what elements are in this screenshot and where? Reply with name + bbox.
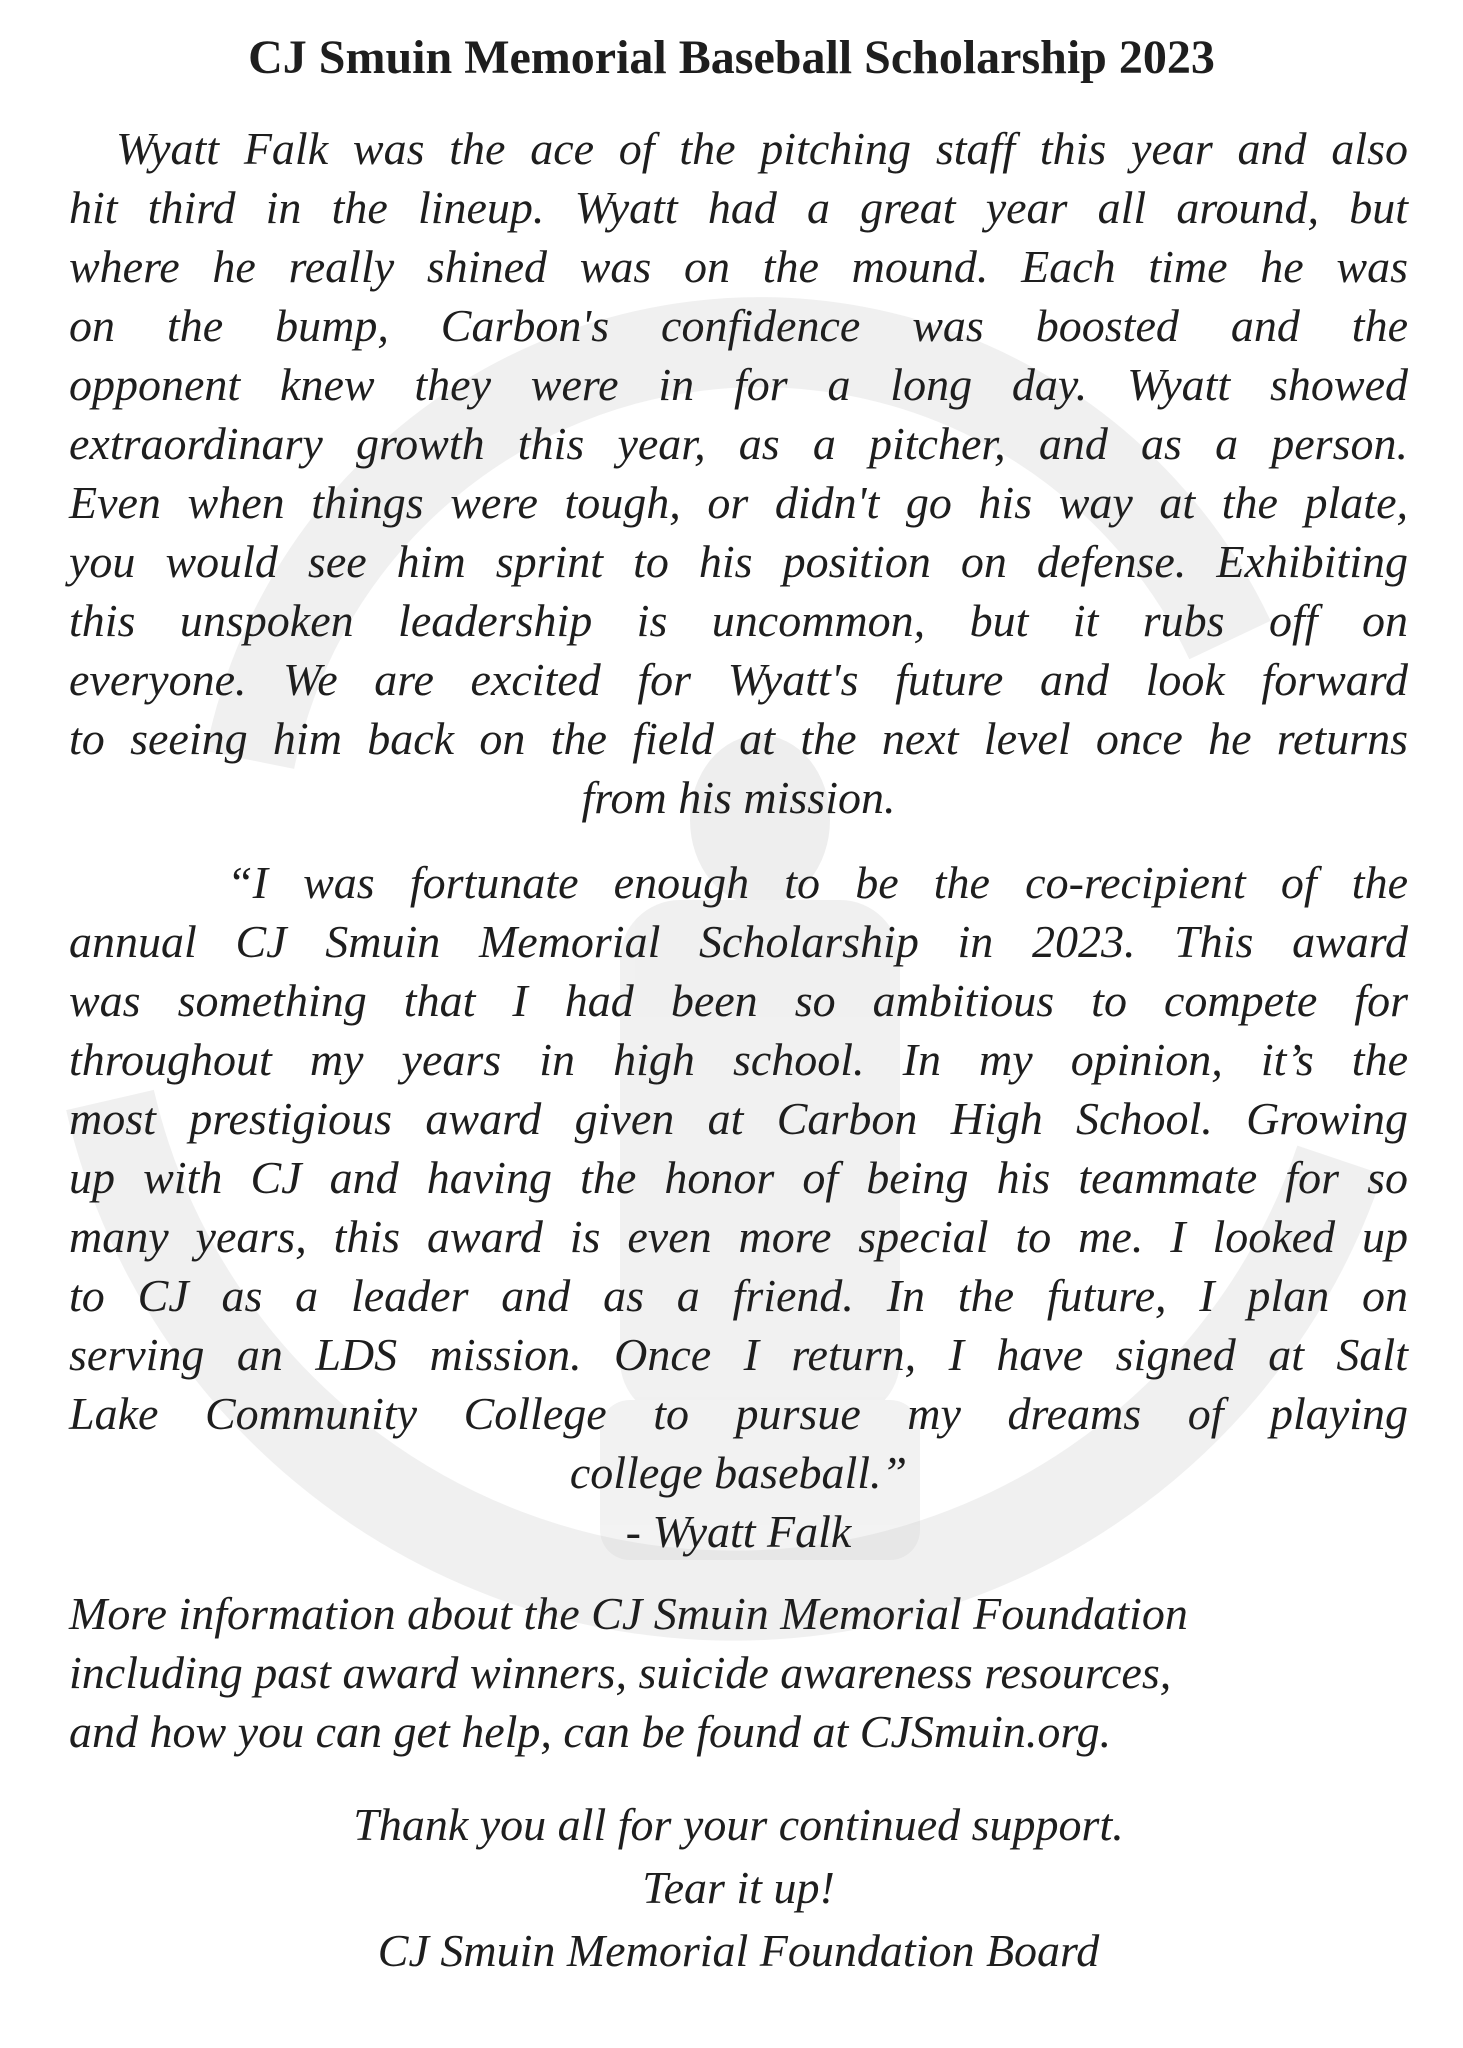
text-line: hit third in the lineup. Wyatt had a great year all around, but bbox=[69, 182, 1408, 233]
text-line: was something that I had been so ambitious to compete for bbox=[69, 975, 1408, 1026]
text-line: to CJ as a leader and as a friend. In the future, I plan on bbox=[69, 1270, 1408, 1321]
text-line: Even when things were tough, or didn't go his way at the plate, bbox=[69, 477, 1408, 528]
closing-note bbox=[69, 1793, 1408, 1982]
page-title: CJ Smuin Memorial Baseball Scholarship 2023 bbox=[248, 31, 1215, 84]
text-line: you would see him sprint to his position on defense. Exhibiting bbox=[69, 536, 1408, 587]
foundation-info bbox=[69, 1584, 1408, 1761]
text-line: many years, this award is even more special to me. I looked up bbox=[69, 1211, 1408, 1262]
text-line: to seeing him back on the field at the next level once he returns bbox=[69, 713, 1408, 764]
award-description bbox=[69, 119, 1408, 827]
text-line: Thank you all for your continued support. bbox=[353, 1799, 1124, 1850]
text-line: Wyatt Falk was the ace of the pitching staff this year and also bbox=[116, 123, 1408, 174]
text-line: CJ Smuin Memorial Foundation Board bbox=[377, 1925, 1100, 1976]
text-line: from his mission. bbox=[581, 772, 896, 823]
text-line: annual CJ Smuin Memorial Scholarship in 2023. This award bbox=[69, 916, 1408, 967]
text-line: “I was fortunate enough to be the co-recipient of the bbox=[227, 857, 1408, 908]
text-line: this unspoken leadership is uncommon, but it rubs off on bbox=[69, 595, 1408, 646]
text-line: college baseball.” bbox=[569, 1447, 908, 1498]
text-line: including past award winners, suicide awareness resources, bbox=[69, 1647, 1172, 1698]
text-line: Tear it up! bbox=[642, 1862, 835, 1913]
text-line: - Wyatt Falk bbox=[625, 1506, 852, 1557]
text-line: and how you can get help, can be found at CJSmuin.org. bbox=[69, 1706, 1112, 1757]
text-line: throughout my years in high school. In my opinion, it’s the bbox=[69, 1034, 1408, 1085]
text-line: serving an LDS mission. Once I return, I have signed at Salt bbox=[69, 1329, 1408, 1380]
text-line: where he really shined was on the mound. Each time he was bbox=[69, 241, 1408, 292]
text-line: everyone. We are excited for Wyatt's future and look forward bbox=[69, 654, 1408, 705]
text-line: Lake Community College to pursue my dreams of playing bbox=[69, 1388, 1408, 1439]
recipient-quote bbox=[69, 853, 1408, 1561]
text-line: on the bump, Carbon's confidence was boosted and the bbox=[69, 300, 1408, 351]
text-line: More information about the CJ Smuin Memorial Foundation bbox=[69, 1588, 1188, 1639]
text-line: most prestigious award given at Carbon High School. Growing bbox=[69, 1093, 1408, 1144]
text-line: up with CJ and having the honor of being his teammate for so bbox=[69, 1152, 1408, 1203]
text-line: extraordinary growth this year, as a pitcher, and as a person. bbox=[69, 418, 1408, 469]
text-line: opponent knew they were in for a long day. Wyatt showed bbox=[69, 359, 1408, 410]
